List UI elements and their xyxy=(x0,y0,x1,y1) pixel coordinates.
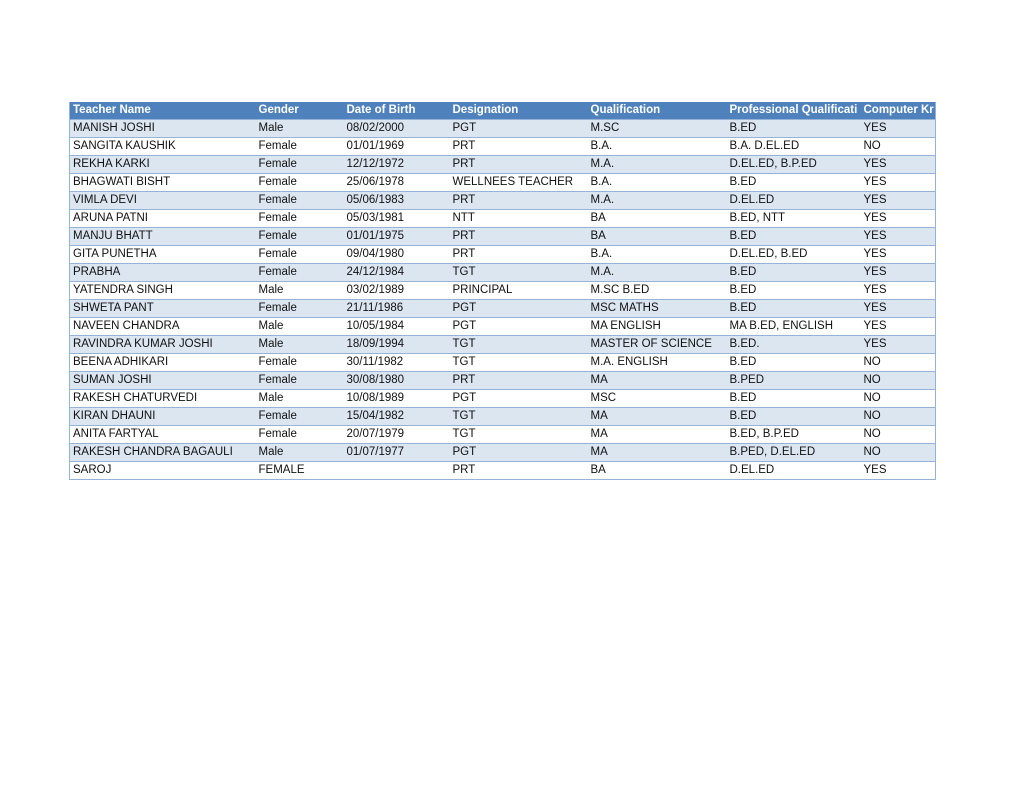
cell-qualification: BA xyxy=(588,462,727,480)
cell-designation: TGT xyxy=(450,354,588,372)
cell-date-of-birth xyxy=(344,462,450,480)
cell-gender: Female xyxy=(256,156,344,174)
cell-professional-qualification: B.ED xyxy=(727,264,861,282)
table-row xyxy=(70,228,936,246)
header-gender: Gender xyxy=(256,102,344,120)
cell-professional-qualification: B.PED xyxy=(727,372,861,390)
table-row xyxy=(70,318,936,336)
cell-gender: Male xyxy=(256,282,344,300)
cell-computer-knowledge: NO xyxy=(861,444,936,462)
cell-teacher-name: SUMAN JOSHI xyxy=(70,372,256,390)
cell-teacher-name: BEENA ADHIKARI xyxy=(70,354,256,372)
cell-computer-knowledge: NO xyxy=(861,372,936,390)
cell-gender: Female xyxy=(256,138,344,156)
table-row xyxy=(70,462,936,480)
table-row xyxy=(70,246,936,264)
cell-date-of-birth: 30/11/1982 xyxy=(344,354,450,372)
cell-date-of-birth: 20/07/1979 xyxy=(344,426,450,444)
table-row xyxy=(70,210,936,228)
cell-gender: Female xyxy=(256,174,344,192)
cell-gender: Male xyxy=(256,318,344,336)
cell-designation: PGT xyxy=(450,300,588,318)
cell-professional-qualification: D.EL.ED, B.P.ED xyxy=(727,156,861,174)
cell-teacher-name: MANISH JOSHI xyxy=(70,120,256,138)
table-row xyxy=(70,174,936,192)
cell-date-of-birth: 03/02/1989 xyxy=(344,282,450,300)
cell-designation: TGT xyxy=(450,408,588,426)
cell-qualification: B.A. xyxy=(588,138,727,156)
cell-teacher-name: NAVEEN CHANDRA xyxy=(70,318,256,336)
cell-teacher-name: REKHA KARKI xyxy=(70,156,256,174)
cell-designation: PGT xyxy=(450,120,588,138)
cell-professional-qualification: D.EL.ED xyxy=(727,192,861,210)
cell-date-of-birth: 10/05/1984 xyxy=(344,318,450,336)
cell-computer-knowledge: YES xyxy=(861,210,936,228)
cell-computer-knowledge: YES xyxy=(861,336,936,354)
cell-designation: PRT xyxy=(450,138,588,156)
cell-qualification: M.A. ENGLISH xyxy=(588,354,727,372)
cell-computer-knowledge: NO xyxy=(861,390,936,408)
cell-professional-qualification: B.A. D.EL.ED xyxy=(727,138,861,156)
cell-qualification: B.A. xyxy=(588,174,727,192)
cell-gender: Female xyxy=(256,372,344,390)
cell-date-of-birth: 18/09/1994 xyxy=(344,336,450,354)
cell-designation: PRT xyxy=(450,192,588,210)
table-header-row xyxy=(70,102,936,120)
cell-designation: PRT xyxy=(450,156,588,174)
cell-designation: TGT xyxy=(450,426,588,444)
cell-professional-qualification: B.ED xyxy=(727,354,861,372)
cell-computer-knowledge: YES xyxy=(861,120,936,138)
cell-qualification: MA ENGLISH xyxy=(588,318,727,336)
teacher-table xyxy=(69,102,936,480)
cell-designation: NTT xyxy=(450,210,588,228)
cell-qualification: BA xyxy=(588,228,727,246)
table-body xyxy=(70,120,936,480)
header-qualification: Qualification xyxy=(588,102,727,120)
header-teacher-name: Teacher Name xyxy=(70,102,256,120)
cell-computer-knowledge: NO xyxy=(861,354,936,372)
table-row xyxy=(70,156,936,174)
cell-qualification: M.A. xyxy=(588,264,727,282)
cell-date-of-birth: 05/06/1983 xyxy=(344,192,450,210)
cell-designation: PGT xyxy=(450,444,588,462)
cell-professional-qualification: D.EL.ED, B.ED xyxy=(727,246,861,264)
cell-qualification: BA xyxy=(588,210,727,228)
cell-gender: Male xyxy=(256,390,344,408)
cell-qualification: MSC xyxy=(588,390,727,408)
cell-gender: Female xyxy=(256,408,344,426)
cell-qualification: MASTER OF SCIENCE xyxy=(588,336,727,354)
cell-date-of-birth: 01/01/1975 xyxy=(344,228,450,246)
cell-professional-qualification: B.ED. xyxy=(727,336,861,354)
cell-date-of-birth: 01/07/1977 xyxy=(344,444,450,462)
cell-gender: Female xyxy=(256,228,344,246)
cell-teacher-name: YATENDRA SINGH xyxy=(70,282,256,300)
cell-teacher-name: RAVINDRA KUMAR JOSHI xyxy=(70,336,256,354)
table-row xyxy=(70,264,936,282)
cell-computer-knowledge: YES xyxy=(861,246,936,264)
table-row xyxy=(70,444,936,462)
cell-professional-qualification: B.ED xyxy=(727,282,861,300)
cell-date-of-birth: 10/08/1989 xyxy=(344,390,450,408)
cell-professional-qualification: B.ED xyxy=(727,300,861,318)
cell-gender: Female xyxy=(256,192,344,210)
cell-date-of-birth: 24/12/1984 xyxy=(344,264,450,282)
table-row xyxy=(70,372,936,390)
cell-teacher-name: SHWETA PANT xyxy=(70,300,256,318)
cell-computer-knowledge: YES xyxy=(861,300,936,318)
cell-teacher-name: ANITA FARTYAL xyxy=(70,426,256,444)
cell-designation: PRT xyxy=(450,228,588,246)
cell-professional-qualification: B.ED xyxy=(727,120,861,138)
cell-professional-qualification: B.PED, D.EL.ED xyxy=(727,444,861,462)
cell-qualification: M.SC xyxy=(588,120,727,138)
cell-computer-knowledge: YES xyxy=(861,192,936,210)
cell-qualification: MA xyxy=(588,444,727,462)
cell-designation: WELLNEES TEACHER xyxy=(450,174,588,192)
cell-professional-qualification: MA B.ED, ENGLISH xyxy=(727,318,861,336)
cell-gender: Female xyxy=(256,210,344,228)
header-computer-knowledge: Computer Kr xyxy=(861,102,936,120)
table-row xyxy=(70,282,936,300)
cell-professional-qualification: D.EL.ED xyxy=(727,462,861,480)
cell-qualification: MA xyxy=(588,426,727,444)
cell-date-of-birth: 12/12/1972 xyxy=(344,156,450,174)
cell-gender: Female xyxy=(256,426,344,444)
cell-designation: PRT xyxy=(450,372,588,390)
cell-computer-knowledge: YES xyxy=(861,318,936,336)
cell-gender: Male xyxy=(256,444,344,462)
cell-qualification: MA xyxy=(588,372,727,390)
cell-qualification: MA xyxy=(588,408,727,426)
cell-date-of-birth: 05/03/1981 xyxy=(344,210,450,228)
cell-computer-knowledge: NO xyxy=(861,426,936,444)
cell-qualification: MSC MATHS xyxy=(588,300,727,318)
table-row xyxy=(70,408,936,426)
cell-designation: TGT xyxy=(450,264,588,282)
cell-designation: TGT xyxy=(450,336,588,354)
cell-date-of-birth: 09/04/1980 xyxy=(344,246,450,264)
cell-professional-qualification: B.ED xyxy=(727,408,861,426)
header-designation: Designation xyxy=(450,102,588,120)
table-row xyxy=(70,300,936,318)
cell-designation: PRT xyxy=(450,246,588,264)
cell-qualification: B.A. xyxy=(588,246,727,264)
cell-teacher-name: GITA PUNETHA xyxy=(70,246,256,264)
cell-designation: PGT xyxy=(450,318,588,336)
cell-teacher-name: BHAGWATI BISHT xyxy=(70,174,256,192)
cell-gender: FEMALE xyxy=(256,462,344,480)
cell-teacher-name: SANGITA KAUSHIK xyxy=(70,138,256,156)
cell-professional-qualification: B.ED, B.P.ED xyxy=(727,426,861,444)
cell-computer-knowledge: NO xyxy=(861,408,936,426)
table-row xyxy=(70,138,936,156)
cell-gender: Female xyxy=(256,300,344,318)
cell-teacher-name: VIMLA DEVI xyxy=(70,192,256,210)
cell-gender: Male xyxy=(256,336,344,354)
cell-designation: PRT xyxy=(450,462,588,480)
cell-computer-knowledge: YES xyxy=(861,174,936,192)
cell-gender: Female xyxy=(256,354,344,372)
cell-designation: PRINCIPAL xyxy=(450,282,588,300)
cell-teacher-name: RAKESH CHATURVEDI xyxy=(70,390,256,408)
cell-date-of-birth: 30/08/1980 xyxy=(344,372,450,390)
cell-teacher-name: ARUNA PATNI xyxy=(70,210,256,228)
table-row xyxy=(70,120,936,138)
cell-computer-knowledge: YES xyxy=(861,462,936,480)
table-row xyxy=(70,192,936,210)
cell-qualification: M.A. xyxy=(588,192,727,210)
cell-gender: Male xyxy=(256,120,344,138)
cell-qualification: M.A. xyxy=(588,156,727,174)
cell-date-of-birth: 21/11/1986 xyxy=(344,300,450,318)
cell-computer-knowledge: YES xyxy=(861,264,936,282)
table-row xyxy=(70,390,936,408)
table-row xyxy=(70,336,936,354)
cell-date-of-birth: 25/06/1978 xyxy=(344,174,450,192)
cell-designation: PGT xyxy=(450,390,588,408)
cell-teacher-name: RAKESH CHANDRA BAGAULI xyxy=(70,444,256,462)
cell-professional-qualification: B.ED xyxy=(727,390,861,408)
cell-computer-knowledge: YES xyxy=(861,228,936,246)
cell-gender: Female xyxy=(256,246,344,264)
cell-teacher-name: MANJU BHATT xyxy=(70,228,256,246)
cell-professional-qualification: B.ED xyxy=(727,228,861,246)
cell-teacher-name: PRABHA xyxy=(70,264,256,282)
table-row xyxy=(70,426,936,444)
cell-date-of-birth: 01/01/1969 xyxy=(344,138,450,156)
cell-computer-knowledge: NO xyxy=(861,138,936,156)
table-row xyxy=(70,354,936,372)
cell-teacher-name: SAROJ xyxy=(70,462,256,480)
cell-professional-qualification: B.ED xyxy=(727,174,861,192)
header-professional-qualification: Professional Qualificati xyxy=(727,102,861,120)
cell-teacher-name: KIRAN DHAUNI xyxy=(70,408,256,426)
cell-gender: Female xyxy=(256,264,344,282)
header-date-of-birth: Date of Birth xyxy=(344,102,450,120)
cell-date-of-birth: 15/04/1982 xyxy=(344,408,450,426)
cell-professional-qualification: B.ED, NTT xyxy=(727,210,861,228)
cell-computer-knowledge: YES xyxy=(861,156,936,174)
cell-date-of-birth: 08/02/2000 xyxy=(344,120,450,138)
cell-qualification: M.SC B.ED xyxy=(588,282,727,300)
cell-computer-knowledge: YES xyxy=(861,282,936,300)
